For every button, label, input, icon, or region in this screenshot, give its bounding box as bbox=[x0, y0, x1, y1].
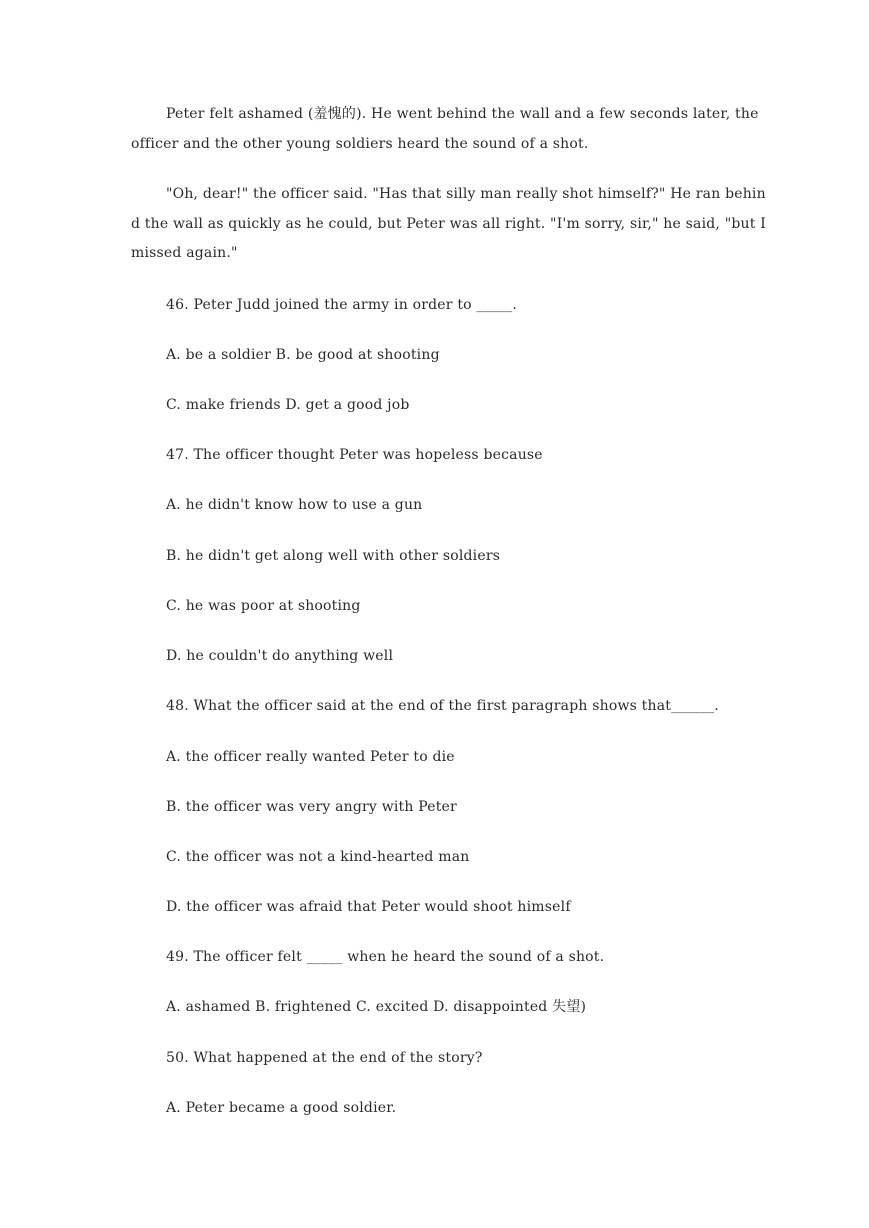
question-46-options-ab: A. be a soldier B. be good at shooting bbox=[166, 347, 440, 363]
question-46-stem: 46. Peter Judd joined the army in order to _____. bbox=[166, 297, 518, 313]
question-47-stem: 47. The officer thought Peter was hopeless because bbox=[166, 447, 543, 463]
question-48-stem: 48. What the officer said at the end of the first paragraph shows that______. bbox=[166, 698, 719, 714]
question-48-option-c: C. the officer was not a kind-hearted man bbox=[166, 849, 470, 865]
question-47-option-b: B. he didn't get along well with other soldiers bbox=[166, 548, 501, 564]
question-50-stem: 50. What happened at the end of the story? bbox=[166, 1050, 483, 1066]
question-46-options-cd: C. make friends D. get a good job bbox=[166, 397, 410, 413]
question-50-option-a: A. Peter became a good soldier. bbox=[166, 1100, 397, 1116]
passage-paragraph-2: "Oh, dear!" the officer said. "Has that silly man really shot himself?" He ran behind the wall as quickly as he could, but Peter was all right. "I'm sorry, sir," he said, "but I missed again." bbox=[131, 186, 766, 261]
question-48-option-d: D. the officer was afraid that Peter would shoot himself bbox=[166, 899, 571, 915]
passage-paragraph-1: Peter felt ashamed (羞愧的). He went behind the wall and a few seconds later, the officer and the other young soldiers heard the sound of a shot. bbox=[131, 106, 759, 152]
question-49-options: A. ashamed B. frightened C. excited D. disappointed 失望) bbox=[166, 999, 587, 1015]
question-48-option-b: B. the officer was very angry with Peter bbox=[166, 799, 457, 815]
question-47-option-d: D. he couldn't do anything well bbox=[166, 648, 394, 664]
question-49-stem: 49. The officer felt _____ when he heard the sound of a shot. bbox=[166, 949, 605, 965]
question-47-option-a: A. he didn't know how to use a gun bbox=[166, 497, 423, 513]
question-47-option-c: C. he was poor at shooting bbox=[166, 598, 361, 614]
question-48-option-a: A. the officer really wanted Peter to die bbox=[166, 749, 455, 765]
